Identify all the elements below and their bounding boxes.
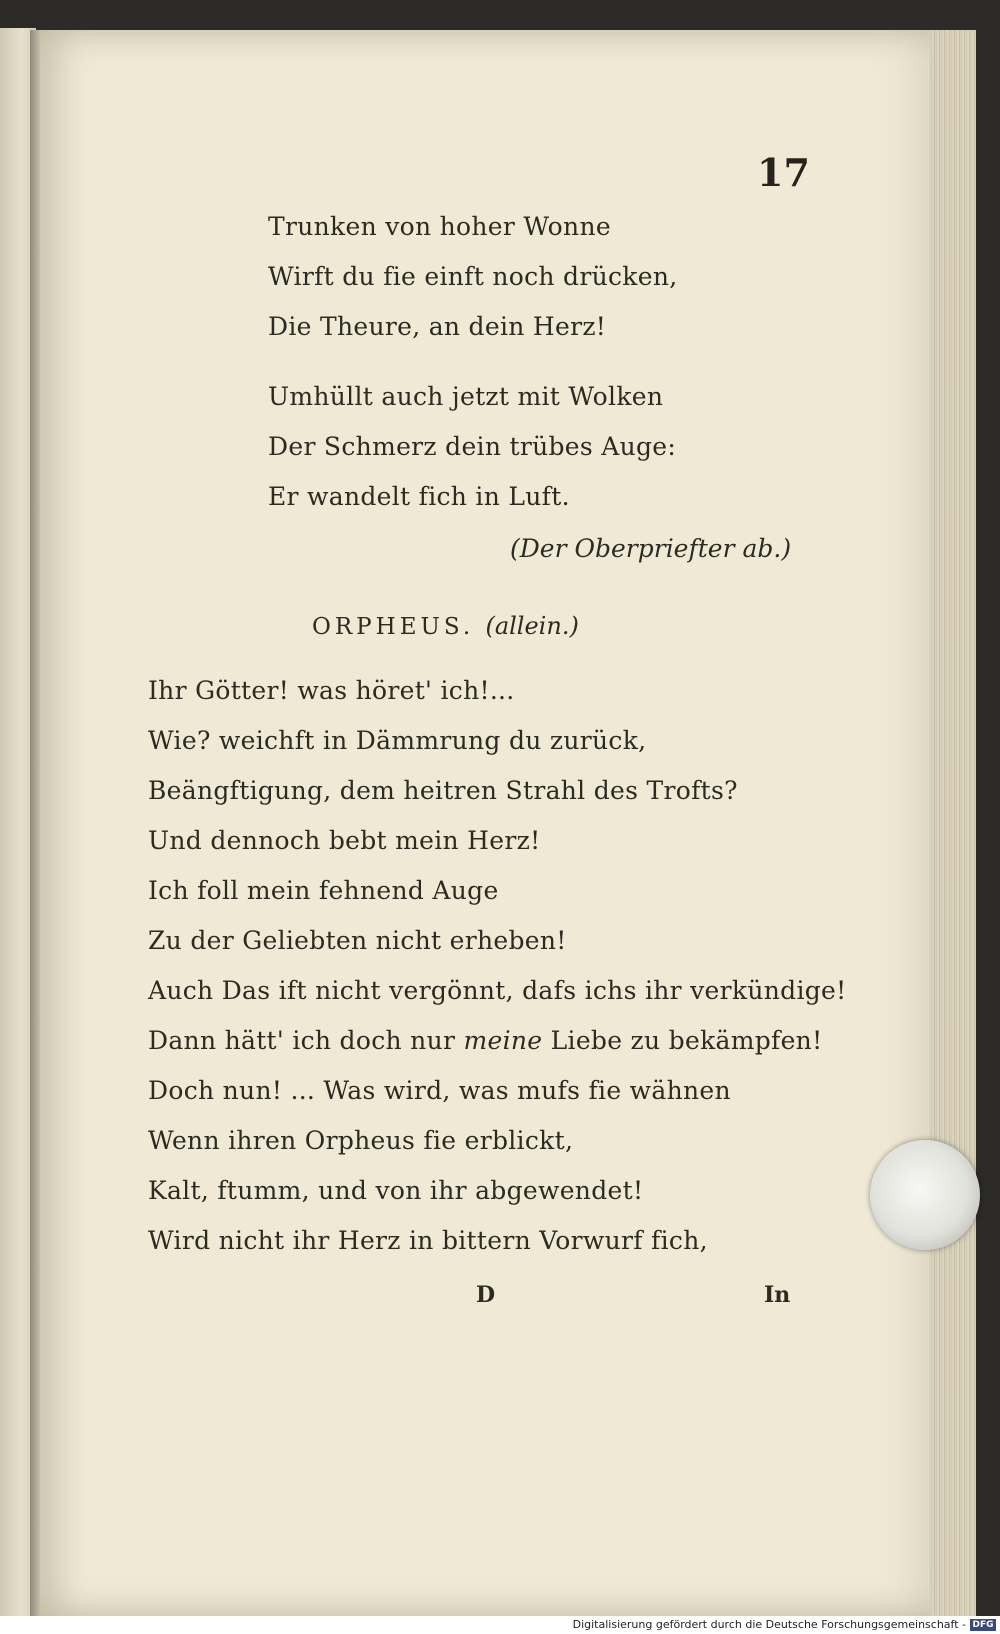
monologue-line-emphasis [148, 1026, 822, 1055]
monologue-line: Doch nun! ... Was wird, was mufs fie wähnen [148, 1076, 731, 1105]
page-number: 17 [757, 150, 810, 195]
stage-direction: (Der Oberpriefter ab.) [510, 534, 792, 563]
monologue-line: Auch Das ift nicht vergönnt, dafs ichs ihr verkündige! [148, 976, 847, 1005]
page-stack-edges [930, 30, 976, 1616]
line-part: Liebe zu bekämpfen! [542, 1026, 823, 1055]
monologue-line: Ich foll mein fehnend Auge [148, 876, 499, 905]
monologue-line: Und dennoch bebt mein Herz! [148, 826, 541, 855]
speaker-direction: (allein.) [485, 612, 579, 640]
monologue-line: Beängftigung, dem heitren Strahl des Trofts? [148, 776, 738, 805]
catchword: In [764, 1282, 791, 1308]
monologue-line: Zu der Geliebten nicht erheben! [148, 926, 567, 955]
monologue-line: Wie? weichft in Dämmrung du zurück, [148, 726, 647, 755]
verse-line: Die Theure, an dein Herz! [268, 312, 607, 341]
speaker-heading [312, 612, 579, 640]
emphasized-word: meine [463, 1026, 543, 1055]
monologue-line: Kalt, ftumm, und von ihr abgewendet! [148, 1176, 644, 1205]
verse-line: Er wandelt fich in Luft. [268, 482, 570, 511]
signature-mark: D [476, 1282, 496, 1308]
speaker-name: ORPHEUS. [312, 614, 475, 640]
line-part: Dann hätt' ich doch nur [148, 1026, 464, 1055]
verse-line: Wirft du fie einft noch drücken, [268, 262, 678, 291]
monologue-line: Ihr Götter! was höret' ich!... [148, 676, 515, 705]
verse-line: Umhüllt auch jetzt mit Wolken [268, 382, 664, 411]
footer-credit: Digitalisierung gefördert durch die Deutsche Forschungsgemeinschaft - [572, 1618, 966, 1631]
scanner-thumb-holder [870, 1140, 980, 1250]
dfg-logo: DFG [970, 1619, 996, 1631]
monologue-line: Wenn ihren Orpheus fie erblickt, [148, 1126, 574, 1155]
monologue-line: Wird nicht ihr Herz in bittern Vorwurf fich, [148, 1226, 708, 1255]
verse-line: Der Schmerz dein trübes Auge: [268, 432, 677, 461]
verse-line: Trunken von hoher Wonne [268, 212, 611, 241]
